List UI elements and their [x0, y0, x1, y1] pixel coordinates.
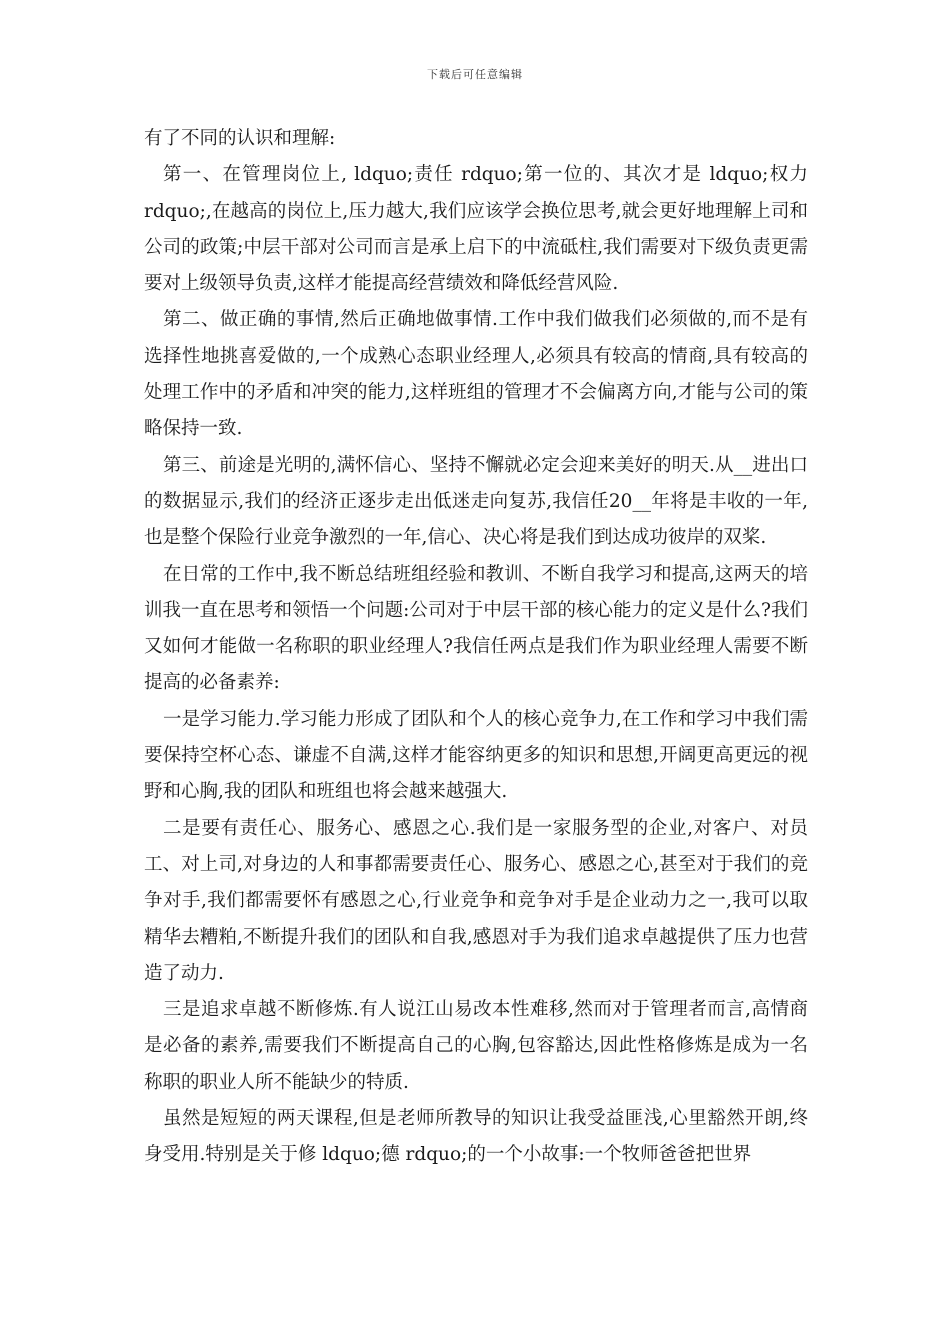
- paragraph-2: 第一、在管理岗位上, ldquo;责任 rdquo;第一位的、其次才是 ldquo;权力 rdquo;,在越高的岗位上,压力越大,我们应该学会换位思考,就会更好地理解上司和公司的政策;中层干部对公司而言是承上启下的中流砥柱,我们需要对下级负责更需要对上级领导负责,这样才能提高经营绩效和降低经营风险.: [144, 164, 808, 295]
- paragraph-6: 一是学习能力.学习能力形成了团队和个人的核心竞争力,在工作和学习中我们需要保持空杯心态、谦虚不自满,这样才能容纳更多的知识和思想,开阔更高更远的视野和心胸,我的团队和班组也将会越来越强大.: [144, 708, 808, 803]
- paragraph-7: 二是要有责任心、服务心、感恩之心.我们是一家服务型的企业,对客户、对员工、对上司,对身边的人和事都需要责任心、服务心、感恩之心,甚至对于我们的竞争对手,我们都需要怀有感恩之心,行业竞争和竞争对手是企业动力之一,我可以取精华去糟粕,不断提升我们的团队和自我,感恩对手为我们追求卓越提供了压力也营造了动力.: [144, 817, 808, 984]
- paragraph-3: 第二、做正确的事情,然后正确地做事情.工作中我们做我们必须做的,而不是有选择性地挑喜爱做的,一个成熟心态职业经理人,必须具有较高的情商,具有较高的处理工作中的矛盾和冲突的能力,这样班组的管理才不会偏离方向,才能与公司的策略保持一致.: [144, 309, 808, 440]
- page-header: 下载后可任意编辑: [427, 68, 523, 81]
- paragraph-1: 有了不同的认识和理解:: [144, 128, 336, 149]
- paragraph-5: 在日常的工作中,我不断总结班组经验和教训、不断自我学习和提高,这两天的培训我一直在思考和领悟一个问题:公司对于中层干部的核心能力的定义是什么?我们又如何才能做一名称职的职业经理人?我信任两点是我们作为职业经理人需要不断提高的必备素养:: [144, 563, 808, 694]
- paragraph-9: 虽然是短短的两天课程,但是老师所教导的知识让我受益匪浅,心里豁然开朗,终身受用.特别是关于修 ldquo;德 rdquo;的一个小故事:一个牧师爸爸把世界: [144, 1108, 808, 1166]
- document-body: [144, 121, 808, 1174]
- paragraph-4: 第三、前途是光明的,满怀信心、坚持不懈就必定会迎来美好的明天.从__进出口的数据显示,我们的经济正逐步走出低迷走向复苏,我信任20__年将是丰收的一年,也是整个保险行业竞争激烈的一年,信心、决心将是我们到达成功彼岸的双桨.: [144, 454, 808, 549]
- paragraph-8: 三是追求卓越不断修炼.有人说江山易改本性难移,然而对于管理者而言,高情商是必备的素养,需要我们不断提高自己的心胸,包容豁达,因此性格修炼是成为一名称职的职业人所不能缺少的特质.: [144, 999, 808, 1093]
